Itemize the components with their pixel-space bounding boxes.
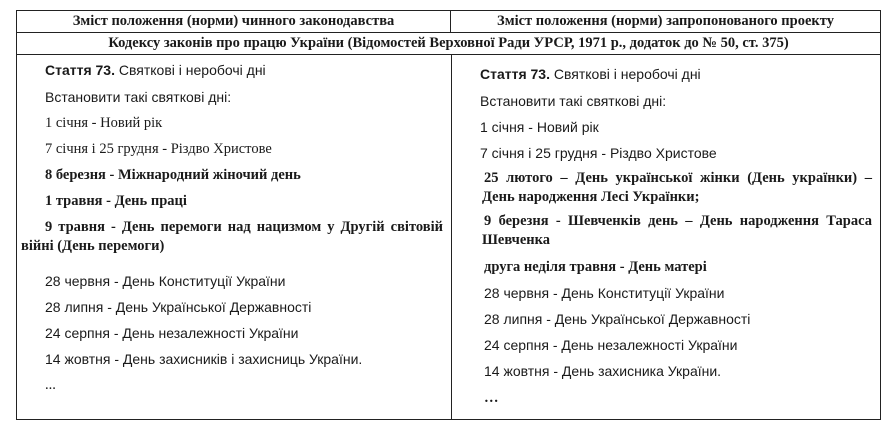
article-heading <box>45 61 443 80</box>
article-title: Святкові і неробочі дні <box>550 66 701 82</box>
list-item: 14 жовтня - День захисників і захисниць України. <box>45 351 363 367</box>
article-title: Святкові і неробочі дні <box>115 62 266 78</box>
header-proposed-draft: Зміст положення (норми) запропонованого проекту <box>451 11 880 33</box>
article-number: Стаття 73. <box>480 66 550 82</box>
list-item: 28 липня - День Української Державності <box>45 299 312 315</box>
article-number: Стаття 73. <box>45 62 115 78</box>
intro-text: Встановити такі святкові дні: <box>45 89 232 105</box>
list-item: 7 січня і 25 грудня - Різдво Христове <box>480 145 717 161</box>
article-heading <box>480 65 872 84</box>
list-item: 28 червня - День Конституції України <box>45 273 286 289</box>
list-item: 7 січня і 25 грудня - Різдво Христове <box>45 141 272 157</box>
list-item: 24 серпня - День незалежності України <box>484 337 738 353</box>
ellipsis: … <box>484 390 499 406</box>
comparison-table <box>16 10 881 420</box>
ellipsis: ... <box>45 377 56 393</box>
column-divider <box>451 55 452 419</box>
header-current-law: Зміст положення (норми) чинного законодавства <box>17 11 451 33</box>
list-item: друга неділя травня - День матері <box>484 259 707 275</box>
list-item: 14 жовтня - День захисника України. <box>484 363 722 379</box>
intro-text: Встановити такі святкові дні: <box>480 93 667 109</box>
code-reference-row: Кодексу законів про працю України (Відомостей Верховної Ради УРСР, 1971 р., додаток до № 50, ст. 375) <box>17 33 880 55</box>
list-item: 28 липня - День Української Державності <box>484 311 751 327</box>
list-item: 24 серпня - День незалежності України <box>45 325 299 341</box>
list-item: 25 лютого – День української жінки (День українки) – День народження Лесі Українки; <box>482 170 872 205</box>
list-item: 1 січня - Новий рік <box>480 119 599 135</box>
list-item: 1 травня - День праці <box>45 193 187 209</box>
list-item: 9 березня - Шевченків день – День народження Тараса Шевченка <box>482 213 872 248</box>
list-item: 28 червня - День Конституції України <box>484 285 725 301</box>
list-item: 9 травня - День перемоги над нацизмом у Другій світовій війні (День перемоги) <box>21 219 443 254</box>
list-item: 8 березня - Міжнародний жіночий день <box>45 167 301 183</box>
list-item: 1 січня - Новий рік <box>45 115 163 131</box>
